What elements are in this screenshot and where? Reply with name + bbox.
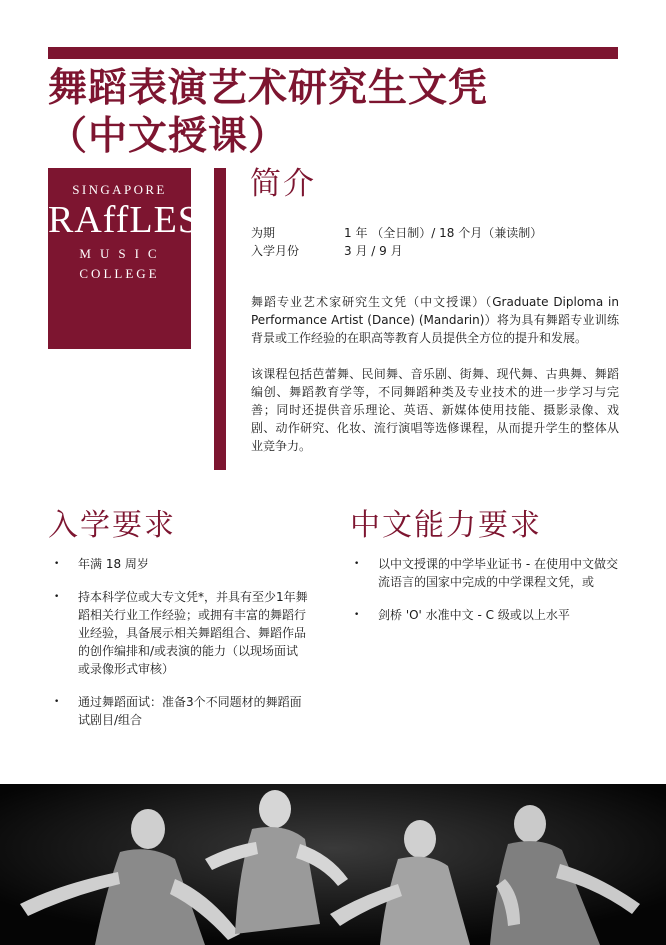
intro-heading: 简介 <box>250 166 316 202</box>
list-item <box>54 588 309 678</box>
title-line-1: 舞蹈表演艺术研究生文凭 <box>48 65 489 111</box>
info-label: 为期 <box>251 226 276 240</box>
bullet-icon: • <box>54 559 60 569</box>
list-item-text: 剑桥 'O' 水准中文 - C 级或以上水平 <box>378 608 570 622</box>
logo-line-2: RAffLES <box>48 199 200 241</box>
chinese-requirement-heading: 中文能力要求 <box>350 508 542 543</box>
bullet-icon: • <box>354 610 360 620</box>
list-item <box>354 606 624 624</box>
list-item <box>354 555 624 591</box>
chinese-requirement-list <box>354 555 624 639</box>
admission-list <box>54 555 309 744</box>
intro-body <box>251 293 619 473</box>
course-info <box>251 224 542 260</box>
logo-line-3: MUSIC <box>79 246 166 261</box>
college-logo <box>48 168 200 349</box>
intro-paragraph: 该课程包括芭蕾舞、民间舞、音乐剧、街舞、现代舞、古典舞、舞蹈编创、舞蹈教育学等，不同舞蹈种类及专业技术的进一步学习与完善；同时还提供音乐理论、英语、新媒体使用技能、摄影录像、戏剧、动作研究、化妆、流行演唱等选修课程，从而提升学生的整体从业竞争力。 <box>251 367 619 453</box>
list-item <box>54 555 309 573</box>
list-item-text: 通过舞蹈面试：准备3个不同题材的舞蹈面试剧目/组合 <box>78 695 302 727</box>
info-row-duration <box>251 224 542 242</box>
info-label: 入学月份 <box>251 244 300 258</box>
page-title <box>48 64 628 160</box>
bullet-icon: • <box>54 592 60 602</box>
vertical-accent-bar <box>214 168 226 470</box>
list-item-text: 年满 18 周岁 <box>78 557 149 571</box>
title-line-2: （中文授课） <box>48 113 289 159</box>
logo-line-1: SINGAPORE <box>72 182 167 197</box>
dancers-photo <box>0 784 666 945</box>
dancers-illustration <box>0 784 666 945</box>
list-item-text: 持本科学位或大专文凭*，并具有至少1年舞蹈相关行业工作经验；或拥有丰富的舞蹈行业经验，具备展示相关舞蹈组合、舞蹈作品的创作编排和/或表演的能力（以现场面试或录像形式审核） <box>78 590 308 676</box>
admission-heading: 入学要求 <box>48 508 176 543</box>
info-row-intake <box>251 242 542 260</box>
intro-paragraph: 舞蹈专业艺术家研究生文凭（中文授课）（Graduate Diploma in Performance Artist (Dance) (Mandarin)）将为具有舞蹈专业训练背景或工作经验的在职高等教育人员提供全方位的提升和发展。 <box>251 295 619 345</box>
info-value: 1 年 （全日制）/ 18 个月（兼读制） <box>344 226 543 240</box>
list-item-text: 以中文授课的中学毕业证书 - 在使用中文做交流语言的国家中完成的中学课程文凭，或 <box>378 557 618 589</box>
info-value: 3 月 / 9 月 <box>344 244 403 258</box>
list-item <box>54 693 309 729</box>
logo-line-4: COLLEGE <box>79 266 160 281</box>
bullet-icon: • <box>54 697 60 707</box>
bullet-icon: • <box>354 559 360 569</box>
top-accent-bar <box>48 47 618 59</box>
